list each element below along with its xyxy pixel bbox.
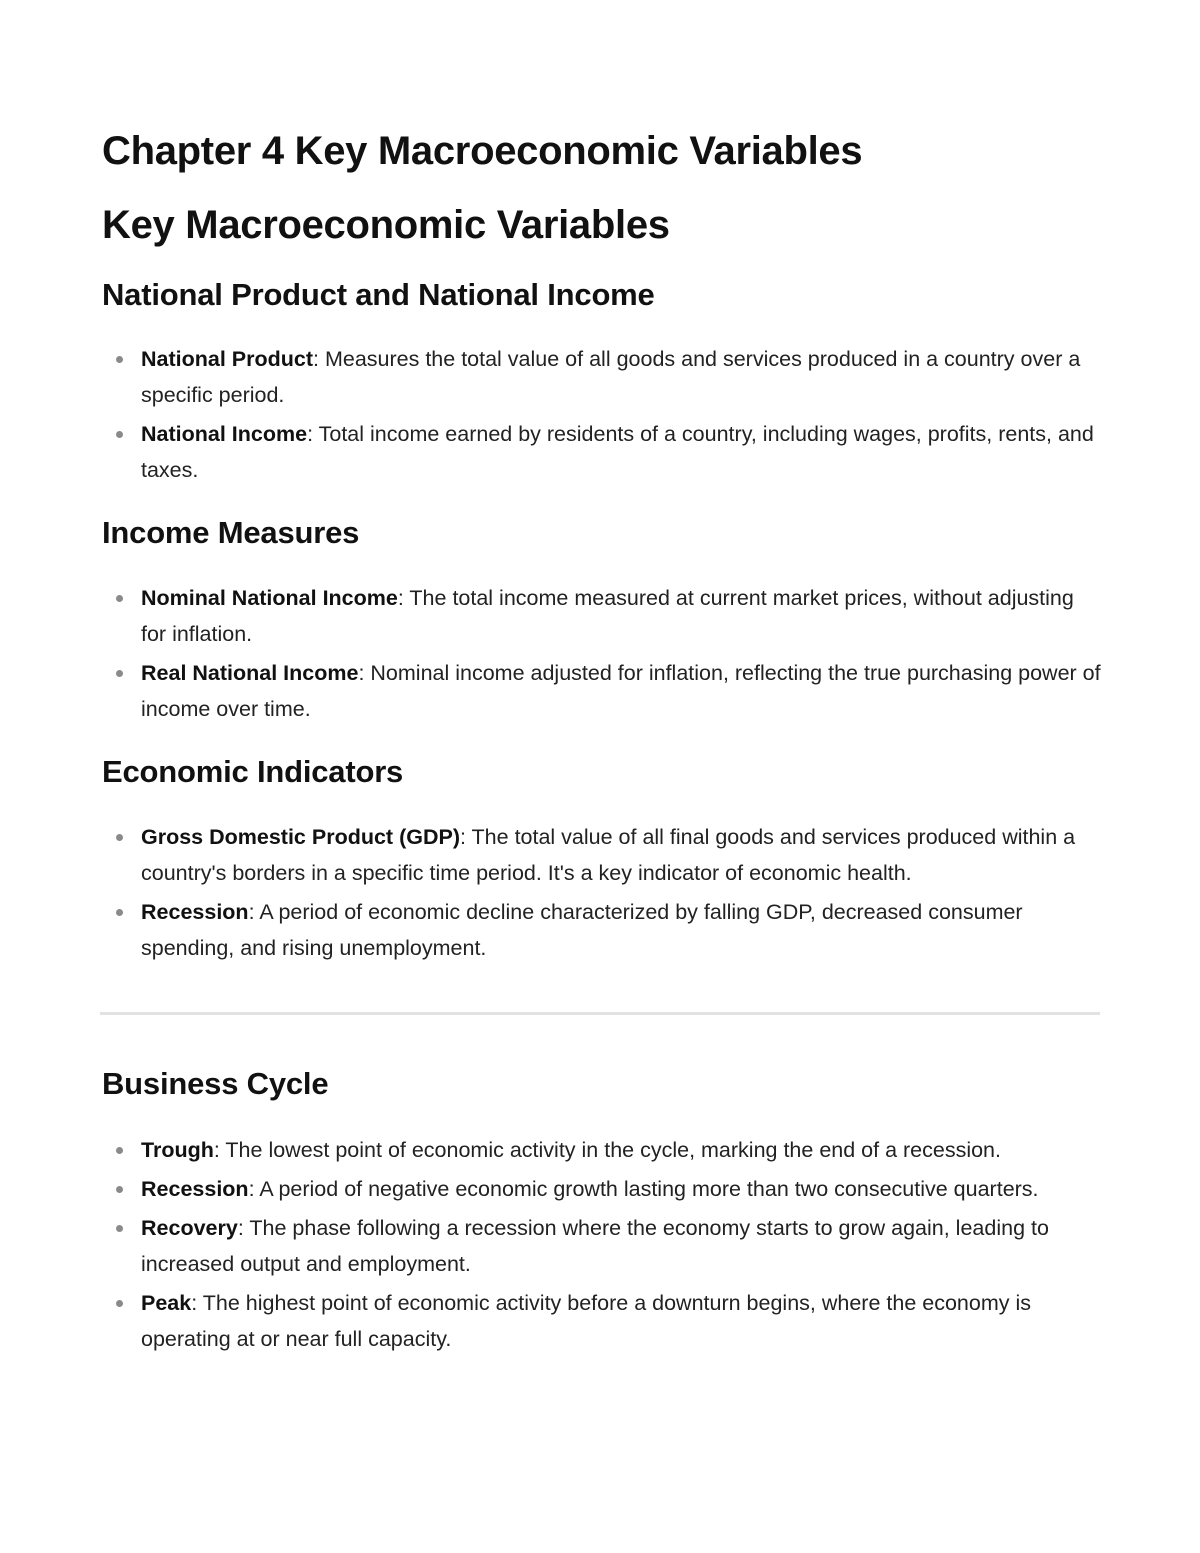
item-text: : A period of negative economic growth lasting more than two consecutive quarters. — [248, 1177, 1039, 1201]
item-text: : Nominal income adjusted for inflation, reflecting the true purchasing power of income over time. — [141, 661, 1101, 721]
item-term: Gross Domestic Product (GDP) — [141, 825, 460, 849]
list-item — [102, 341, 1102, 413]
bullet-icon — [116, 1225, 123, 1232]
list-item — [102, 1285, 1102, 1357]
bullet-icon — [116, 431, 123, 438]
list-item — [102, 819, 1102, 891]
list-item — [102, 894, 1102, 966]
list-item — [102, 1132, 1102, 1168]
list-item — [102, 416, 1102, 488]
section-heading-economic-indicators: Economic Indicators — [102, 754, 404, 789]
bullet-icon — [116, 1186, 123, 1193]
bullet-icon — [116, 1147, 123, 1154]
item-text: : The lowest point of economic activity in the cycle, marking the end of a recession. — [213, 1138, 1001, 1162]
bullet-icon — [116, 595, 123, 602]
horizontal-divider — [100, 1012, 1100, 1015]
list-item — [102, 655, 1102, 727]
item-term: Recovery — [141, 1216, 238, 1240]
item-term: Recession — [141, 1177, 249, 1201]
item-text: : The total income measured at current market prices, without adjusting for inflation. — [141, 586, 1074, 646]
section-list-national-product — [102, 341, 1102, 491]
section-list-business-cycle — [102, 1132, 1102, 1360]
item-text: : The phase following a recession where the economy starts to grow again, leading to increased output and employment. — [141, 1216, 1049, 1276]
list-item — [102, 1210, 1102, 1282]
section-heading-national-product: National Product and National Income — [102, 277, 655, 312]
chapter-title: Chapter 4 Key Macroeconomic Variables — [102, 129, 863, 173]
item-text: : The highest point of economic activity before a downturn begins, where the economy is operating at or near full capacity. — [141, 1291, 1031, 1351]
item-text: : The total value of all final goods and services produced within a country's borders in a specific time period. It's a key indicator of economic health. — [141, 825, 1076, 885]
item-term: National Product — [141, 347, 314, 371]
section-list-income-measures — [102, 580, 1102, 730]
item-term: Nominal National Income — [141, 586, 398, 610]
bullet-icon — [116, 356, 123, 363]
item-term: Peak — [141, 1291, 192, 1315]
item-term: Recession — [141, 900, 249, 924]
item-text: : A period of economic decline characterized by falling GDP, decreased consumer spending, and rising unemployment. — [141, 900, 1023, 960]
item-text: : Total income earned by residents of a country, including wages, profits, rents, and taxes. — [141, 422, 1094, 482]
section-heading-income-measures: Income Measures — [102, 515, 360, 550]
list-item — [102, 1171, 1102, 1207]
bullet-icon — [116, 1300, 123, 1307]
item-term: Trough — [141, 1138, 214, 1162]
section-heading-business-cycle: Business Cycle — [102, 1066, 329, 1101]
bullet-icon — [116, 834, 123, 841]
list-item — [102, 580, 1102, 652]
section-list-economic-indicators — [102, 819, 1102, 969]
bullet-icon — [116, 909, 123, 916]
main-title: Key Macroeconomic Variables — [102, 203, 670, 247]
item-term: Real National Income — [141, 661, 359, 685]
item-text: : Measures the total value of all goods and services produced in a country over a specific period. — [141, 347, 1081, 407]
bullet-icon — [116, 670, 123, 677]
item-term: National Income — [141, 422, 308, 446]
